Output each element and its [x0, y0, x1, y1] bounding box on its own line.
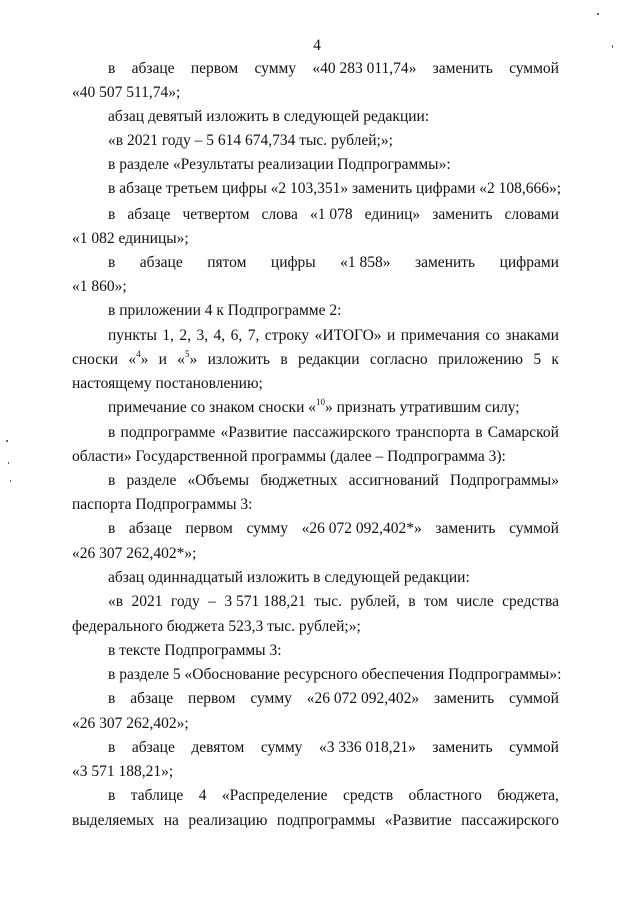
word: абзаце	[139, 254, 183, 271]
word: в	[108, 254, 116, 271]
text-line-18	[108, 472, 559, 490]
text-line-26: в разделе 5 «Обоснование ресурсного обеспечения Подпрограммы»:	[108, 666, 562, 683]
text-line-3: абзац девятый изложить в следующей редакции:	[108, 108, 430, 125]
word: таблице	[130, 787, 184, 804]
word: пятом	[207, 254, 247, 271]
word: 6,	[230, 327, 243, 344]
word: в	[108, 690, 116, 707]
word: 3 571 188,21	[224, 593, 306, 610]
text-line-28: «26 307 262,402»;	[72, 715, 189, 732]
word: абзаце	[131, 60, 175, 77]
word: 2,	[179, 327, 192, 344]
text-line-7	[108, 206, 559, 224]
word: пункты	[108, 327, 157, 344]
word: абзаце	[131, 739, 175, 756]
text-line-21: «26 307 262,402*»;	[72, 545, 197, 562]
word: «ИТОГО»	[314, 327, 382, 344]
word: единиц»	[364, 206, 421, 223]
text-line-20	[108, 520, 559, 538]
word: изложить	[207, 351, 270, 368]
word: «1 858»	[340, 254, 391, 271]
word: первом	[188, 690, 236, 707]
text-line-14: настоящему постановлению;	[72, 375, 263, 392]
word: реализацию	[188, 812, 268, 829]
scan-speck	[597, 13, 599, 15]
word: «40 283 011,74»	[312, 60, 417, 77]
text-line-4: «в 2021 году – 5 614 674,734 тыс. рублей;»;	[108, 132, 393, 149]
word: 4,	[213, 327, 226, 344]
word: тыс.	[314, 593, 343, 610]
word: пассажирского	[292, 424, 391, 441]
word: том	[423, 593, 448, 610]
word: 3,	[196, 327, 209, 344]
word: редакции	[297, 351, 360, 368]
text-line-5: в разделе «Результаты реализации Подпрограммы»:	[108, 156, 451, 173]
word: суммой	[509, 520, 559, 537]
word: слова	[261, 206, 298, 223]
word: заменить	[432, 60, 493, 77]
word: и	[158, 351, 167, 368]
word: заменить	[432, 739, 493, 756]
word: областного	[408, 787, 482, 804]
word: «Распределение	[221, 787, 328, 804]
word: словами	[504, 206, 559, 223]
word: бюджетных	[260, 472, 338, 489]
text-line-30: «3 571 188,21»;	[72, 763, 174, 780]
scan-speck	[8, 462, 9, 464]
text-line-19: паспорта Подпрограммы 3:	[72, 496, 253, 513]
word: сумму	[254, 60, 297, 77]
word: заменить	[415, 254, 476, 271]
text-line-10: «1 860»;	[72, 278, 127, 295]
text-line-22: абзац одиннадцатый изложить в следующей редакции:	[108, 569, 470, 586]
text-line-1	[108, 60, 559, 78]
word: первом	[190, 60, 239, 77]
word: приложению	[438, 351, 523, 368]
word: абзаце	[127, 206, 171, 223]
text-line-9	[108, 254, 559, 272]
word: абзаце	[130, 690, 174, 707]
text-line-12	[108, 327, 559, 345]
word: средства	[502, 593, 559, 610]
word: ассигнований	[348, 472, 439, 489]
word: году	[170, 593, 200, 610]
word: примечания	[400, 327, 480, 344]
word: к	[551, 351, 559, 368]
footnote-ref-10: 10	[316, 396, 325, 407]
word: транспорта	[395, 424, 470, 441]
page-number: 4	[313, 37, 321, 54]
word: в	[475, 424, 483, 441]
word: «26 072 092,402»	[306, 690, 420, 707]
text-line-29	[108, 739, 559, 757]
text-line-25: в тексте Подпрограммы 3:	[108, 642, 282, 659]
text-line-6: в абзаце третьем цифры «2 103,351» заменить цифрами «2 108,666»;	[108, 180, 562, 197]
word: в	[408, 593, 416, 610]
word: согласно	[369, 351, 428, 368]
word: на	[163, 812, 179, 829]
word: четвертом	[182, 206, 250, 223]
word: «Объемы	[187, 472, 250, 489]
word: заменить	[434, 690, 495, 707]
word: заменить	[435, 520, 496, 537]
word: числе	[456, 593, 494, 610]
text-line-27	[108, 690, 559, 708]
word: подпрограмме	[120, 424, 216, 441]
text-line-15: примечание со знаком сноски «$^{10}$» признать утратившим силу;	[108, 396, 520, 416]
scan-speck	[612, 45, 613, 48]
word: «Развитие	[220, 424, 288, 441]
word: Подпрограммы»	[450, 472, 559, 489]
word: цифры	[270, 254, 316, 271]
text-line-31	[108, 787, 559, 805]
word: первом	[185, 520, 233, 537]
word: в	[108, 424, 116, 441]
word: строку	[264, 327, 310, 344]
word: и	[387, 327, 396, 344]
word: –	[208, 593, 216, 610]
word: средств	[342, 787, 394, 804]
word: сумму	[260, 739, 303, 756]
word: в	[108, 787, 116, 804]
word: в	[280, 351, 288, 368]
word: рублей,	[350, 593, 400, 610]
text-line-23	[108, 593, 559, 611]
word: 1,	[162, 327, 174, 344]
word: «3 336 018,21»	[318, 739, 416, 756]
word: «1 078	[309, 206, 353, 223]
word: суммой	[509, 690, 559, 707]
word: знаками	[505, 327, 559, 344]
scan-speck	[10, 480, 11, 482]
word: в	[108, 739, 116, 756]
word: 5	[533, 351, 542, 368]
word: выделяемых	[72, 812, 155, 829]
word: в	[108, 472, 116, 489]
text-line-16	[108, 424, 559, 442]
text-line-32	[72, 812, 559, 830]
word: цифрами	[499, 254, 559, 271]
word: 7,	[247, 327, 260, 344]
footnote-ref-4: «$^4$»	[128, 348, 149, 368]
word: в	[108, 60, 116, 77]
word: девятом	[191, 739, 245, 756]
word: сноски	[72, 351, 119, 368]
word: бюджета,	[497, 787, 559, 804]
word: разделе	[126, 472, 177, 489]
word: сумму	[246, 520, 289, 537]
word: в	[108, 206, 116, 223]
word: «в	[108, 593, 124, 610]
word: пассажирского	[461, 812, 559, 829]
scan-speck	[6, 440, 8, 442]
word: абзаце	[128, 520, 172, 537]
word: 4	[198, 787, 207, 804]
word: Самарской	[487, 424, 559, 441]
word: сумму	[250, 690, 292, 707]
word: «Развитие	[384, 812, 452, 829]
text-line-2: «40 507 511,74»;	[72, 84, 181, 101]
word: 2021	[131, 593, 163, 610]
footnote-ref-5: «$^5$»	[177, 348, 198, 368]
word: подпрограммы	[276, 812, 376, 829]
word: «26 072 092,402*»	[301, 520, 422, 537]
text-line-8: «1 082 единицы»;	[72, 230, 189, 247]
word: суммой	[509, 60, 559, 77]
text-line-24: федерального бюджета 523,3 тыс. рублей;»;	[72, 618, 361, 635]
word: суммой	[509, 739, 559, 756]
text-line-17: области» Государственной программы (далее – Подпрограмма 3):	[72, 448, 506, 465]
text-line-11: в приложении 4 к Подпрограмме 2:	[108, 302, 342, 319]
word: в	[108, 520, 116, 537]
word: заменить	[432, 206, 493, 223]
text-line-13	[72, 348, 559, 369]
word: со	[485, 327, 500, 344]
